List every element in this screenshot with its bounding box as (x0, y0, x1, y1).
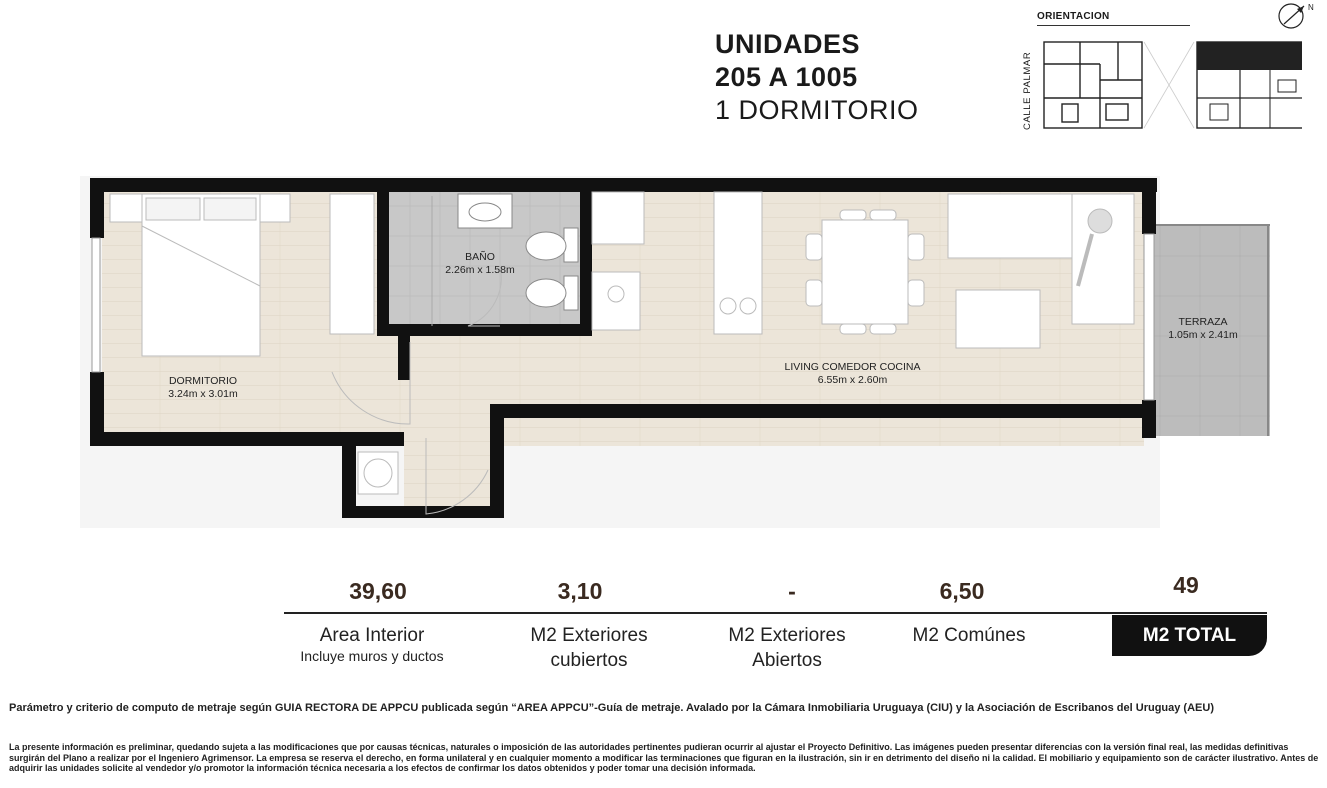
stats-divider (284, 612, 1267, 614)
floor-plan (80, 176, 1280, 528)
room-bano (420, 251, 540, 277)
stat-interior-sub: Incluye muros y ductos (300, 648, 444, 664)
entry-floor (404, 432, 496, 516)
north-arrow-icon (1270, 0, 1320, 32)
room-living-name: LIVING COMEDOR COCINA (784, 361, 921, 373)
street-label: CALLE PALMAR (1022, 51, 1033, 130)
room-terraza-size: 1.05m x 2.41m (1168, 329, 1238, 341)
wardrobe (330, 194, 374, 334)
room-living-size: 6.55m x 2.60m (817, 374, 888, 386)
room-terraza-name: TERRAZA (1178, 316, 1228, 328)
room-bano-size: 2.26m x 1.58m (445, 264, 515, 276)
disclaimer-note: La presente información es preliminar, quedando sujeta a las modificaciones que por causas técnicas, naturales o imposición de las autoridades pertinentes pudieran ocurrir al ajustar el Proyecto Definitivo. Las imágenes pueden presentar diferencias con la versión final real, las medidas definitivas surgirán del Plano a realizar por el Ingeniero Agrimensor. La empresa se reserva el derecho, en forma unilateral y en cualquier momento a modificar las terminaciones que figuran en la ilustración, sin ir en detrimento del diseño ni la calidad. El mobiliario y equipamiento son de carácter ilustrativo. Antes de adquirir las unidades solicite al vendedor y/o promotor la información técnica necesaria a los efectos de confirmar los datos obtenidos y poder tomar una decisión informada. (9, 742, 1319, 773)
room-dormitorio-name: DORMITORIO (168, 375, 238, 387)
stat-total-value: 49 (1173, 572, 1199, 598)
stat-ext-cubiertos-label (494, 623, 684, 673)
room-dormitorio-size: 3.24m x 3.01m (168, 388, 238, 400)
stat-ext-cubiertos-line2: cubiertos (550, 650, 628, 671)
title-line-1: UNIDADES (715, 29, 861, 59)
unit-title (715, 28, 919, 127)
orientation-label: ORIENTACION (1037, 11, 1110, 22)
total-badge: M2 TOTAL (1112, 615, 1267, 656)
stat-comunes-value: 6,50 (939, 578, 985, 604)
key-plan-left-wing (1044, 42, 1142, 128)
key-plan (1040, 40, 1302, 132)
room-bano-name: BAÑO (465, 251, 495, 263)
stat-ext-abiertos-label (692, 623, 882, 673)
stat-comunes-label: M2 Comúnes (912, 625, 1026, 646)
stat-ext-cubiertos-line1: M2 Exteriores (530, 625, 648, 646)
north-label: N (1308, 3, 1314, 12)
stat-ext-abiertos-value: - (788, 578, 796, 604)
washer (358, 452, 398, 494)
title-line-3: 1 DORMITORIO (715, 95, 919, 125)
stat-ext-cubiertos-value: 3,10 (557, 578, 603, 604)
stat-interior-label: Area Interior (319, 625, 425, 646)
room-terraza (1148, 316, 1258, 342)
title-line-2: 205 A 1005 (715, 62, 858, 92)
room-living (770, 361, 935, 387)
stat-interior-value: 39,60 (349, 578, 407, 604)
stat-ext-abiertos-line2: Abiertos (752, 650, 822, 671)
room-dormitorio (148, 375, 258, 401)
param-note: Parámetro y criterio de computo de metraje según GUIA RECTORA DE APPCU publicada según “AREA APPCU”-Guía de metraje. Avalado por la Cámara Inmobiliaria Uruguaya (CIU) y la Asociación de Escribanos del Uruguay (AEU) (9, 702, 1214, 714)
orientation-underline (1037, 25, 1190, 26)
stat-ext-abiertos-line1: M2 Exteriores (728, 625, 846, 646)
key-plan-right-wing (1197, 42, 1302, 128)
dining-table (806, 210, 924, 334)
